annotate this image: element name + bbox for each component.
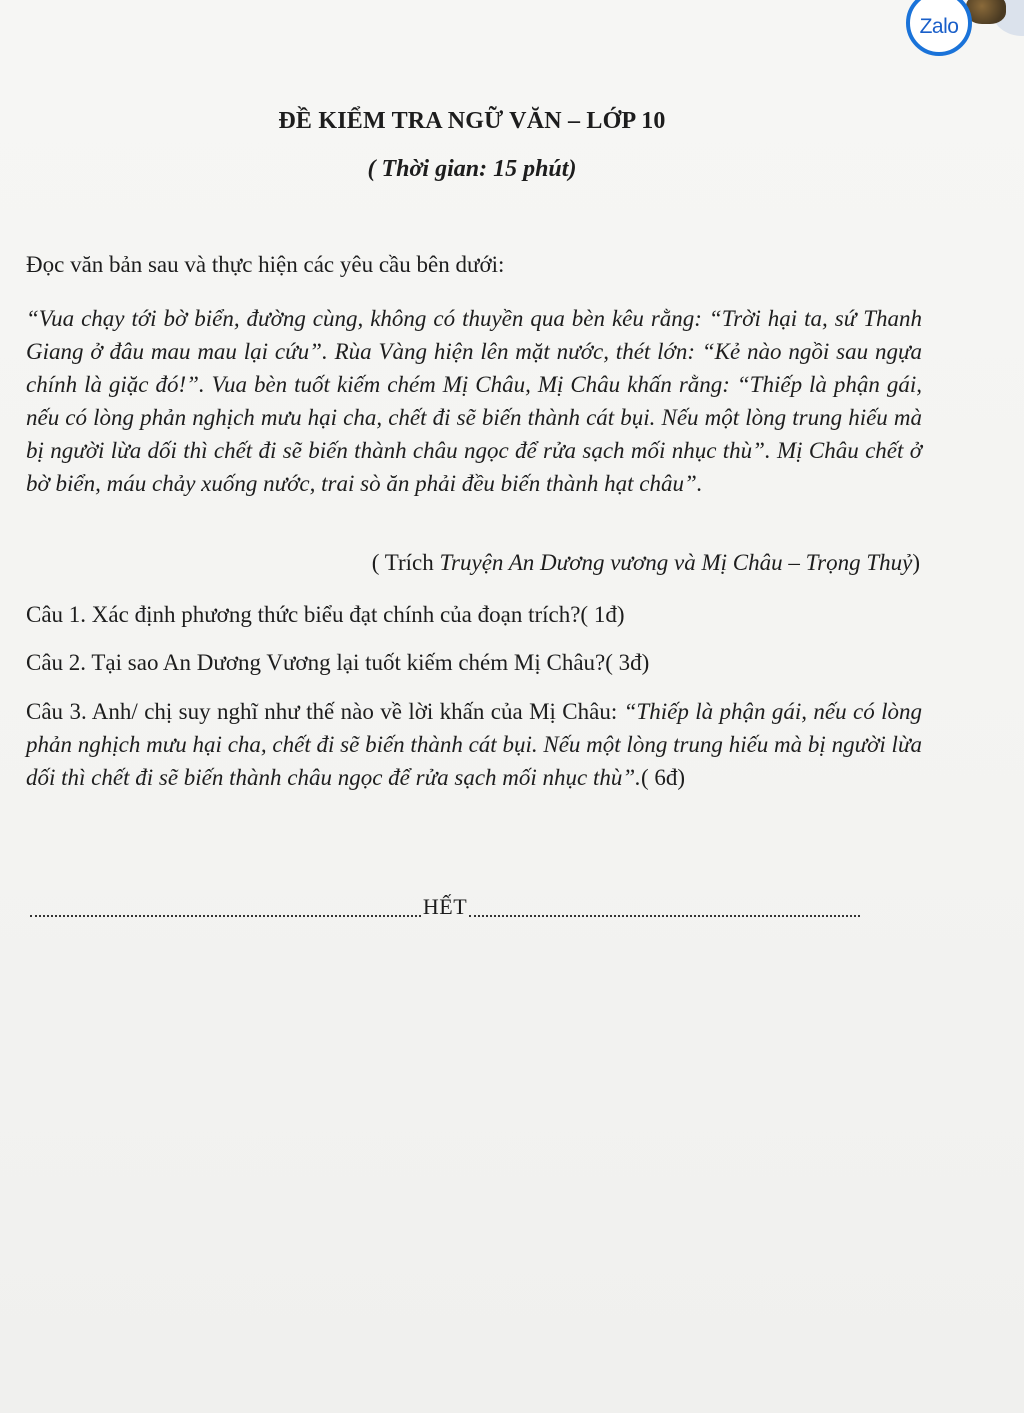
question-1: Câu 1. Xác định phương thức biểu đạt chính của đoạn trích?( 1đ) <box>26 602 625 627</box>
zalo-logo-text: Zalo <box>919 15 959 38</box>
end-marker <box>30 894 860 920</box>
question-3-lead: Câu 3. Anh/ chị suy nghĩ như thế nào về lời khấn của Mị Châu: <box>26 699 624 724</box>
question-3-quote: “Thiếp là phận gái, nếu có lòng phản nghịch mưu hại cha, chết đi sẽ biến thành cát bụi. Nếu một lòng trung hiếu mà bị người lừa dối thì chết đi sẽ biến thành châu ngọc để rửa sạch mối nhục thù”. <box>26 699 922 790</box>
reading-instruction: Đọc văn bản sau và thực hiện các yêu cầu bên dưới: <box>26 252 505 277</box>
dotted-line-left <box>30 897 421 917</box>
passage-source <box>372 550 920 576</box>
source-book: Truyện An Dương vương và Mị Châu – Trọng Thuỷ <box>439 550 913 575</box>
zalo-logo-icon <box>906 0 972 56</box>
zalo-watermark <box>874 0 1024 62</box>
reading-passage: “Vua chạy tới bờ biển, đường cùng, không có thuyền qua bèn kêu rằng: “Trời hại ta, sứ Thanh Giang ở đâu mau mau lại cứu”. Rùa Vàng hiện lên mặt nước, thét lớn: “Kẻ nào ngồi sau ngựa chính là giặc đó!”. Vua bèn tuốt kiếm chém Mị Châu, Mị Châu khấn rằng: “Thiếp là phận gái, nếu có lòng phản nghịch mưu hại cha, chết đi sẽ biến thành cát bụi. Nếu một lòng trung hiếu mà bị người lừa dối thì chết đi sẽ biến thành châu ngọc để rửa sạch mối nhục thù”. Mị Châu chết ở bờ biển, máu chảy xuống nước, trai sò ăn phải đều biến thành hạt châu”. <box>26 306 922 496</box>
watermark-sticker <box>966 0 1006 24</box>
exam-duration: ( Thời gian: 15 phút) <box>367 156 577 182</box>
source-suffix: ) <box>912 550 920 575</box>
question-3-points: ( 6đ) <box>640 765 686 790</box>
exam-title: ĐỀ KIỂM TRA NGỮ VĂN – LỚP 10 <box>278 108 666 134</box>
end-label: HẾT <box>422 894 468 919</box>
question-3 <box>26 695 922 794</box>
question-2: Câu 2. Tại sao An Dương Vương lại tuốt kiếm chém Mị Châu?( 3đ) <box>26 650 650 675</box>
dotted-line-right <box>469 897 860 917</box>
source-prefix: ( Trích <box>371 550 440 575</box>
